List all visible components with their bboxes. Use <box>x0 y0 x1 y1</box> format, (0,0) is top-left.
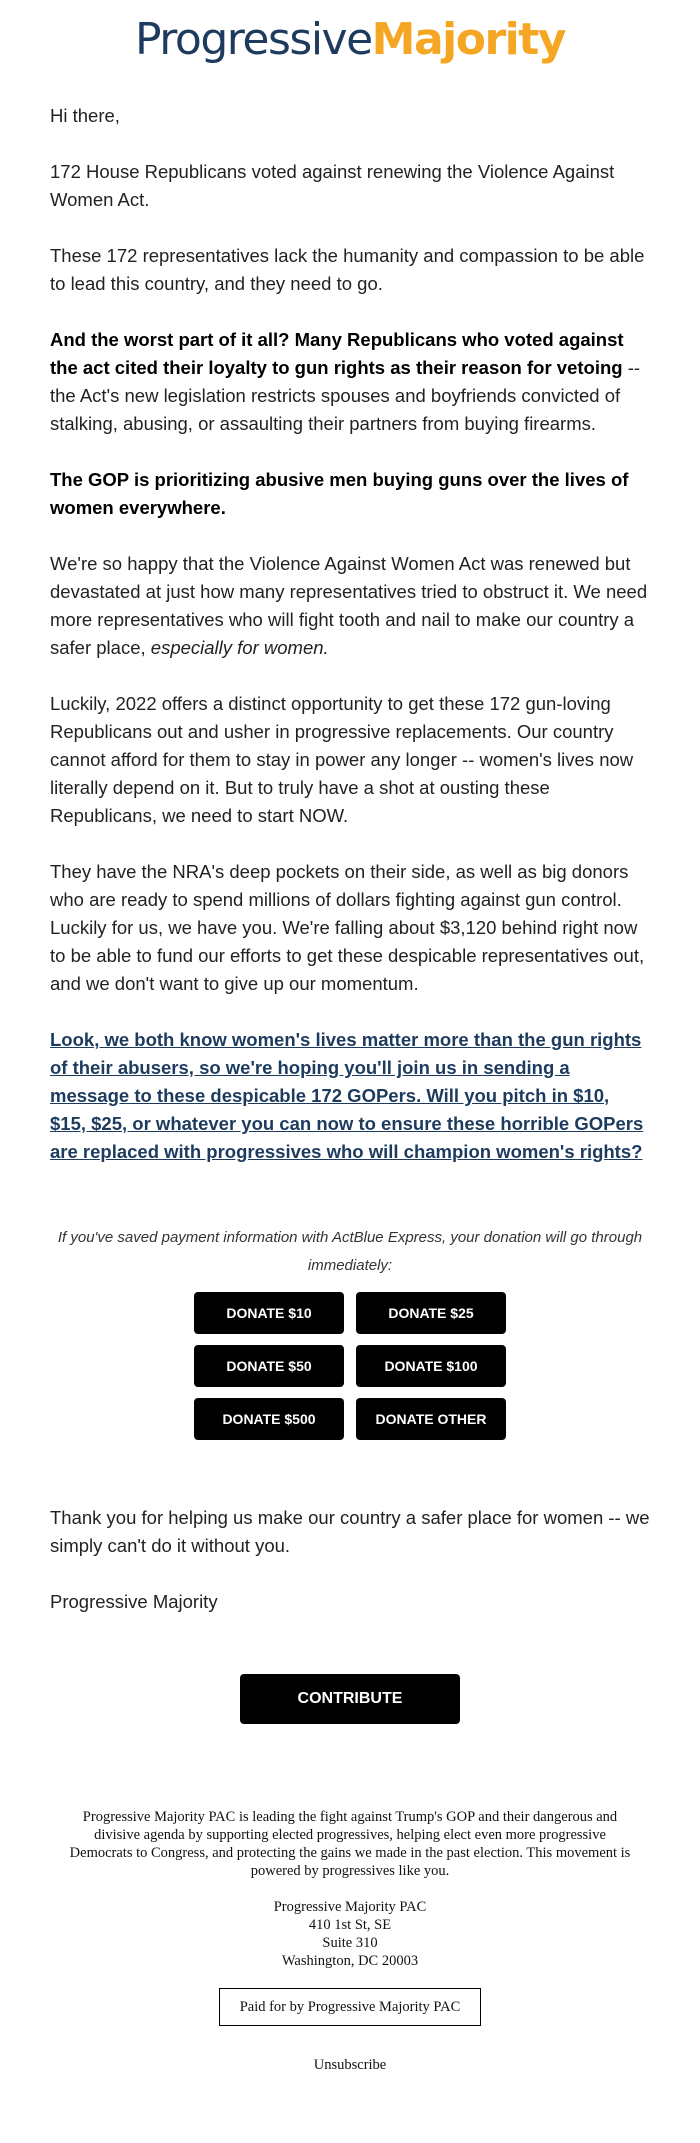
gun-rights-rest-text: -- the Act's new legislation restricts spouses and boyfriends convicted of stalking, abusing, or assaulting their partners from buying firearms. <box>50 357 641 434</box>
paragraph-gun-rights <box>50 326 650 438</box>
progressive-majority-logo[interactable] <box>135 14 565 66</box>
renewed-italic-text: especially for women. <box>150 637 329 658</box>
logo-word-progressive: Progressive <box>135 14 372 65</box>
donate-25-button[interactable]: DONATE $25 <box>356 1292 506 1334</box>
address-org: Progressive Majority PAC <box>273 1899 427 1915</box>
paragraph-gop-priorities: The GOP is prioritizing abusive men buying guns over the lives of women everywhere. <box>50 469 629 518</box>
greeting: Hi there, <box>50 105 120 126</box>
donate-other-button[interactable]: DONATE OTHER <box>356 1398 506 1440</box>
donate-10-button[interactable]: DONATE $10 <box>194 1292 344 1334</box>
paragraph-nra-donors: They have the NRA's deep pockets on their side, as well as big donors who are ready to spend millions of dollars fighting against gun control. Luckily for us, we have you. We're falling about $3,120 behind right now to be able to fund our efforts to get these despicable representatives out, and we don't want to give up our momentum. <box>50 861 645 994</box>
donation-ask-link[interactable]: Look, we both know women's lives matter more than the gun rights of their abusers, so we're hoping you'll join us in sending a message to these despicable 172 GOPers. Will you pitch in $10, $15, $25, or whatever you can now to ensure these horrible GOPers are replaced with progressives who will champion women's rights? <box>50 1029 644 1162</box>
paid-for-box: Paid for by Progressive Majority PAC <box>219 1988 482 2026</box>
gun-rights-bold-text: And the worst part of it all? Many Republicans who voted against the act cited their loyalty to gun rights as their reason for vetoing <box>50 329 624 378</box>
closing-thanks: Thank you for helping us make our country a safer place for women -- we simply can't do it without you. <box>50 1507 650 1556</box>
footer-address <box>66 1898 634 1970</box>
email-body <box>0 66 700 1166</box>
donate-100-button[interactable]: DONATE $100 <box>356 1345 506 1387</box>
closing-section <box>0 1504 700 1616</box>
paragraph-vote-count: 172 House Republicans voted against renewing the Violence Against Women Act. <box>50 161 615 210</box>
address-city: Washington, DC 20003 <box>281 1953 419 1969</box>
donate-500-button[interactable]: DONATE $500 <box>194 1398 344 1440</box>
paragraph-ask <box>50 1026 650 1166</box>
donate-50-button[interactable]: DONATE $50 <box>194 1345 344 1387</box>
address-street: 410 1st St, SE <box>308 1917 392 1933</box>
renewed-text: We're so happy that the Violence Against Women Act was renewed but devastated at just how many representatives tried to obstruct it. We need more representatives who will fight tooth and nail to make our country a safer place, <box>50 553 648 658</box>
actblue-express-note: If you've saved payment information with ActBlue Express, your donation will go through immediately: <box>57 1229 643 1274</box>
paragraph-2022-opportunity: Luckily, 2022 offers a distinct opportunity to get these 172 gun-loving Republicans out and usher in progressive replacements. Our country cannot afford for them to stay in power any longer -- women's lives now literally depend on it. But to truly have a shot at ousting these Republicans, we need to start NOW. <box>50 693 634 826</box>
unsubscribe-link[interactable]: Unsubscribe <box>313 2057 387 2073</box>
address-suite: Suite 310 <box>322 1935 378 1951</box>
signature: Progressive Majority <box>50 1591 218 1612</box>
paragraph-need-to-go: These 172 representatives lack the humanity and compassion to be able to lead this country, and they need to go. <box>50 245 645 294</box>
contribute-button[interactable]: CONTRIBUTE <box>240 1674 460 1724</box>
logo-word-majority: Majority <box>371 14 565 65</box>
header <box>0 0 700 66</box>
donate-button-grid <box>194 1292 506 1440</box>
footer-about-text: Progressive Majority PAC is leading the fight against Trump's GOP and their dangerous and divisive agenda by supporting elected progressives, helping elect even more progressive Democrats to Congress, and protecting the gains we made in the past election. This movement is powered by progressives like you. <box>69 1809 631 1879</box>
footer <box>0 1808 700 2074</box>
paragraph-renewed <box>50 550 650 662</box>
